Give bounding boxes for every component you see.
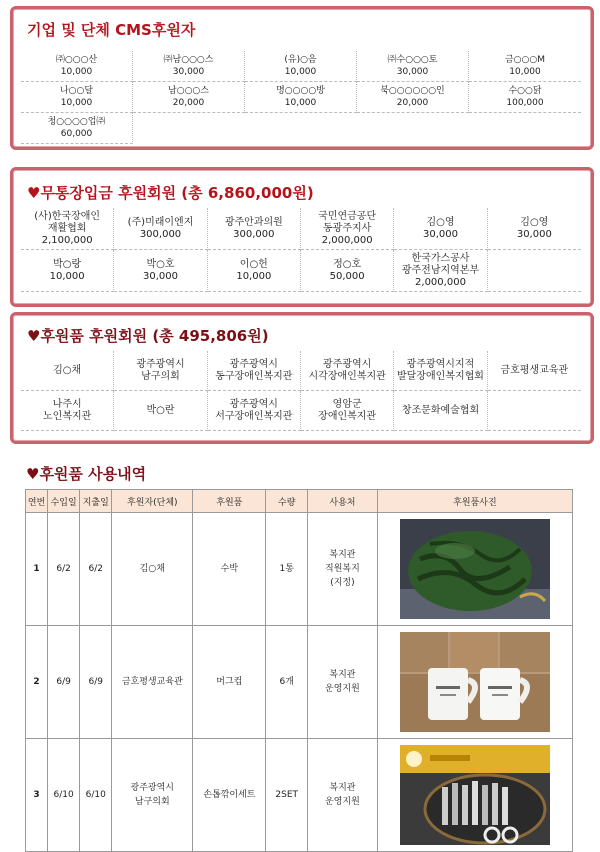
usage-cell-photo — [377, 513, 572, 626]
donor-amount: 60,000 — [60, 129, 93, 139]
usage-item-text: 머그컵 — [216, 677, 243, 687]
usage-use-text: 복지관 운영지원 — [325, 670, 360, 694]
donor-amount: 30,000 — [396, 67, 429, 77]
usage-table — [25, 489, 573, 852]
usage-row — [26, 626, 573, 739]
usage-donor-text: 김○채 — [139, 564, 165, 574]
donor-cell — [469, 82, 581, 113]
donor-name: 청○○○○업㈜ — [47, 117, 106, 127]
usage-item-text: 수박 — [220, 564, 239, 574]
usage-header-row — [26, 490, 573, 513]
donor-name: 수○○닭 — [508, 86, 542, 96]
donor-amount: 20,000 — [172, 98, 205, 108]
donor-cell — [208, 351, 301, 391]
usage-cell-item — [193, 626, 266, 739]
usage-cell-use — [307, 513, 377, 626]
donor-cell — [394, 351, 487, 391]
donor-cell — [21, 391, 114, 431]
usage-cell-out — [80, 626, 112, 739]
donor-name: (유)○음 — [284, 55, 317, 65]
donor-cell — [394, 391, 487, 431]
donor-name: 광주광역시 동구장애인복지관 — [215, 358, 293, 382]
donor-name: ㈜남○○○스 — [163, 55, 214, 65]
usage-cell-donor — [112, 739, 193, 852]
mug-photo — [400, 632, 550, 732]
donor-name: 김○채 — [53, 364, 82, 376]
donor-cell — [208, 208, 301, 250]
usage-cell-item — [193, 739, 266, 852]
donor-amount: 300,000 — [233, 228, 275, 240]
donor-cell — [21, 113, 133, 144]
donor-amount: 30,000 — [516, 228, 552, 240]
donor-cell — [488, 391, 581, 431]
donor-cell — [301, 250, 394, 292]
donor-cell — [301, 391, 394, 431]
usage-header-cell: 지출일 — [80, 490, 112, 513]
cash-donor-box — [10, 167, 594, 307]
donor-name: ㈜○○○산 — [55, 55, 98, 65]
donor-cell — [208, 250, 301, 292]
usage-cell-qty — [266, 626, 308, 739]
donor-amount: 2,000,000 — [321, 234, 373, 246]
donor-amount: 10,000 — [60, 67, 93, 77]
usage-cell-photo — [377, 739, 572, 852]
usage-use-text: 복지관 직원복지 (지정) — [325, 550, 360, 588]
usage-no-text: 2 — [33, 677, 40, 687]
donor-cell — [394, 250, 487, 292]
donor-name: 명○○○○방 — [276, 86, 325, 96]
usage-no-text: 3 — [33, 790, 40, 800]
watermelon-photo — [400, 519, 550, 619]
usage-qty-text: 1통 — [279, 564, 294, 574]
donor-name: 이○헌 — [239, 258, 268, 270]
donor-name: 박○호 — [146, 258, 175, 270]
usage-cell-no — [26, 739, 48, 852]
donor-cell — [301, 208, 394, 250]
usage-cell-in — [48, 513, 80, 626]
donor-cell — [357, 51, 469, 82]
usage-cell-in — [48, 626, 80, 739]
cms-donor-grid — [21, 51, 581, 144]
donor-name: 금호평생교육관 — [500, 364, 569, 376]
donor-name: (주)미래이엔지 — [127, 216, 194, 228]
donor-amount: 100,000 — [506, 98, 544, 108]
donor-name: 창조문화예술협회 — [401, 404, 480, 416]
donor-amount: 50,000 — [329, 270, 365, 282]
usage-donor-text: 광주광역시 남구의회 — [130, 783, 175, 807]
goods-donor-grid — [21, 351, 581, 431]
usage-cell-out — [80, 739, 112, 852]
donor-cell — [114, 250, 207, 292]
usage-header-cell: 수량 — [266, 490, 308, 513]
usage-cell-qty — [266, 739, 308, 852]
usage-cell-donor — [112, 626, 193, 739]
donor-cell — [133, 51, 245, 82]
donor-amount: 10,000 — [60, 98, 93, 108]
usage-out-text: 6/9 — [88, 677, 103, 687]
usage-donor-text: 금호평생교육관 — [121, 677, 183, 687]
donor-cell — [394, 208, 487, 250]
donor-cell — [21, 51, 133, 82]
donor-amount: 30,000 — [172, 67, 205, 77]
usage-item-text: 손톱깎이세트 — [203, 790, 256, 800]
donor-name: 박○란 — [146, 404, 175, 416]
donor-cell — [114, 208, 207, 250]
cms-title: 기업 및 단체 CMS후원자 — [27, 21, 196, 39]
usage-cell-no — [26, 626, 48, 739]
donor-name: 북○○○○○○인 — [380, 86, 445, 96]
usage-cell-use — [307, 739, 377, 852]
donor-name: 박○랑 — [53, 258, 82, 270]
usage-cell-out — [80, 513, 112, 626]
donor-cell — [245, 82, 357, 113]
donor-cell — [21, 351, 114, 391]
donor-cell — [488, 351, 581, 391]
donor-name: 김○영 — [426, 216, 455, 228]
donor-amount: 10,000 — [509, 67, 541, 77]
usage-cell-use — [307, 626, 377, 739]
cash-donor-grid — [21, 208, 581, 292]
usage-qty-text: 6개 — [279, 677, 294, 687]
donor-cell — [469, 51, 581, 82]
donor-name: (사)한국장애인 재활협회 — [34, 210, 101, 234]
donor-name: 영암군 장애인복지관 — [318, 398, 377, 422]
donor-cell — [208, 391, 301, 431]
donor-name: 광주안과의원 — [224, 216, 283, 228]
goods-title: ♥후원품 후원회원 (총 495,806원) — [27, 327, 269, 345]
donor-cell — [114, 391, 207, 431]
usage-in-text: 6/2 — [56, 564, 71, 574]
usage-out-text: 6/10 — [85, 790, 106, 800]
usage-cell-donor — [112, 513, 193, 626]
donor-amount: 10,000 — [284, 67, 317, 77]
donor-cell — [133, 82, 245, 113]
cms-donor-box — [10, 6, 594, 150]
usage-row — [26, 739, 573, 852]
usage-cell-qty — [266, 513, 308, 626]
donor-name: ㈜수○○○토 — [387, 55, 438, 65]
usage-out-text: 6/2 — [88, 564, 103, 574]
usage-header-cell: 후원자(단체) — [112, 490, 193, 513]
donor-cell — [21, 250, 114, 292]
usage-cell-no — [26, 513, 48, 626]
usage-in-text: 6/9 — [56, 677, 71, 687]
donor-amount: 20,000 — [396, 98, 429, 108]
usage-header-cell: 사용처 — [307, 490, 377, 513]
donor-name: 광주광역시 시각장애인복지관 — [308, 358, 386, 382]
donor-cell — [301, 351, 394, 391]
nail-clipper-set-photo — [400, 745, 550, 845]
donor-amount: 10,000 — [49, 270, 85, 282]
usage-cell-photo — [377, 626, 572, 739]
donor-name: 남○○○스 — [168, 86, 209, 96]
donor-cell — [488, 208, 581, 250]
donor-amount: 10,000 — [284, 98, 317, 108]
donor-cell — [114, 351, 207, 391]
usage-in-text: 6/10 — [53, 790, 74, 800]
usage-header-cell: 후원품 — [193, 490, 266, 513]
donor-name: 광주광역시지적 발달장애인복지협회 — [397, 358, 484, 382]
usage-row — [26, 513, 573, 626]
usage-header-cell: 연번 — [26, 490, 48, 513]
donor-cell — [488, 250, 581, 292]
usage-no-text: 1 — [33, 564, 40, 574]
donor-name: 나주시 노인복지관 — [43, 398, 92, 422]
cash-title: ♥무통장입금 후원회원 (총 6,860,000원) — [27, 184, 314, 202]
donor-name: 나○○달 — [59, 86, 94, 96]
usage-header-cell: 후원품사진 — [377, 490, 572, 513]
donor-name: 금○○○M — [504, 55, 546, 65]
donor-name: 광주광역시 서구장애인복지관 — [215, 398, 293, 422]
donor-amount: 10,000 — [236, 270, 272, 282]
donor-name: 정○호 — [333, 258, 362, 270]
usage-qty-text: 2SET — [275, 790, 299, 800]
usage-cell-in — [48, 739, 80, 852]
donor-name: 김○영 — [520, 216, 549, 228]
donor-name: 광주광역시 남구의회 — [136, 358, 185, 382]
usage-header-cell: 수입일 — [48, 490, 80, 513]
donor-name: 국민연금공단 동광주지사 — [318, 210, 377, 234]
usage-use-text: 복지관 운영지원 — [325, 783, 360, 807]
donor-amount: 2,000,000 — [415, 276, 466, 288]
donor-cell — [21, 208, 114, 250]
donor-amount: 30,000 — [422, 228, 458, 240]
donor-amount: 2,100,000 — [41, 234, 93, 246]
usage-cell-item — [193, 513, 266, 626]
donor-name: 한국가스공사 광주전남지역본부 — [401, 252, 480, 276]
donor-amount: 30,000 — [142, 270, 178, 282]
goods-donor-box — [10, 312, 594, 444]
donor-cell — [357, 82, 469, 113]
donor-amount: 300,000 — [139, 228, 182, 240]
donor-cell — [245, 51, 357, 82]
donor-cell — [21, 82, 133, 113]
usage-title: ♥후원품 사용내역 — [26, 465, 147, 483]
